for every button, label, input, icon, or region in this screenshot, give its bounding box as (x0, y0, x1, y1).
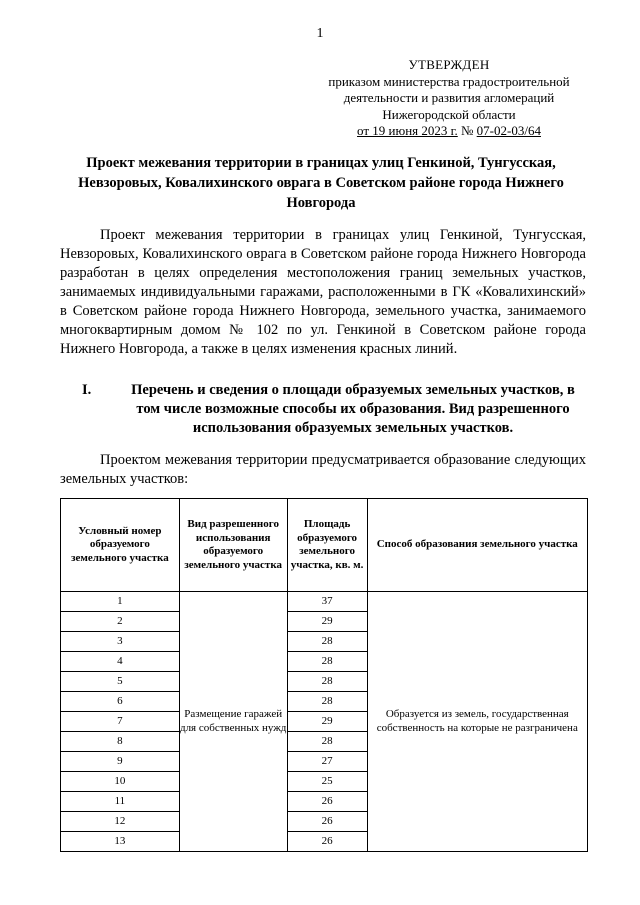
cell-area: 37 (287, 592, 367, 612)
cell-use-type: Размещение гаражей для собственных нужд (179, 592, 287, 852)
approval-line-1: приказом министерства градостроительной (328, 73, 570, 89)
header-formation-method: Способ образования земельного участка (367, 499, 587, 592)
page-number: 1 (316, 26, 324, 41)
cell-area: 28 (287, 672, 367, 692)
cell-plot-number: 12 (61, 812, 180, 832)
cell-plot-number: 10 (61, 772, 180, 792)
cell-area: 28 (287, 692, 367, 712)
cell-area: 26 (287, 812, 367, 832)
cell-plot-number: 5 (61, 672, 180, 692)
cell-area: 29 (287, 612, 367, 632)
section-heading (60, 381, 586, 438)
cell-plot-number: 11 (61, 792, 180, 812)
cell-area: 28 (287, 732, 367, 752)
cell-plot-number: 9 (61, 752, 180, 772)
section-title: Перечень и сведения о площади образуемых земельных участков, в том числе возможные способы их образования. Вид разрешенного использования образуемых земельных участков. (131, 382, 575, 436)
cell-formation-method: Образуется из земель, государственная собственность на которые не разграничена (367, 592, 587, 852)
cell-plot-number: 7 (61, 712, 180, 732)
approval-heading: УТВЕРЖДЕН (408, 57, 490, 72)
cell-area: 29 (287, 712, 367, 732)
land-plots-table (60, 498, 588, 852)
intro-paragraph: Проект межевания территории в границах улиц Генкиной, Тунгусская, Невзоровых, Ковалихинского оврага в Советском районе города Нижнего Новгорода разработан в целях определения местоположения границ земельных участков, занимаемых индивидуальными гаражами, расположенными в ГК «Ковалихинский» в Советском районе города Нижнего Новгорода, земельного участка, занимаемого многоквартирным домом № 102 по ул. Генкиной в Советском районе города Нижнего Новгорода, а также в целях изменения красных линий. (60, 227, 586, 357)
cell-area: 25 (287, 772, 367, 792)
section-number: I. (82, 382, 92, 398)
approval-number-prefix: № (461, 123, 474, 138)
cell-area: 28 (287, 652, 367, 672)
approval-stamp (318, 57, 580, 140)
cell-plot-number: 4 (61, 652, 180, 672)
header-use-type: Вид разрешенного использования образуемого земельного участка (179, 499, 287, 592)
approval-line-2: деятельности и развития агломераций (343, 90, 555, 105)
cell-plot-number: 3 (61, 632, 180, 652)
approval-date-number (318, 123, 580, 140)
header-plot-number: Условный номер образуемого земельного участка (61, 499, 180, 592)
cell-plot-number: 13 (61, 832, 180, 852)
lead-paragraph: Проектом межевания территории предусматривается образование следующих земельных участков: (60, 452, 586, 487)
cell-plot-number: 1 (61, 592, 180, 612)
cell-area: 26 (287, 832, 367, 852)
table-body (61, 592, 588, 852)
table-row (61, 592, 588, 612)
table-header-row (61, 499, 588, 592)
cell-area: 27 (287, 752, 367, 772)
cell-plot-number: 6 (61, 692, 180, 712)
cell-area: 28 (287, 632, 367, 652)
approval-line-3: Нижегородской области (382, 106, 516, 122)
approval-date: от 19 июня 2023 г. (357, 123, 458, 138)
cell-plot-number: 8 (61, 732, 180, 752)
approval-number: 07-02-03/64 (476, 123, 541, 138)
document-title: Проект межевания территории в границах улиц Генкиной, Тунгусская, Невзоровых, Ковалихинского оврага в Советском районе города Нижнего Новгорода (78, 155, 564, 211)
header-area: Площадь образуемого земельного участка, кв. м. (287, 499, 367, 592)
cell-area: 26 (287, 792, 367, 812)
cell-plot-number: 2 (61, 612, 180, 632)
